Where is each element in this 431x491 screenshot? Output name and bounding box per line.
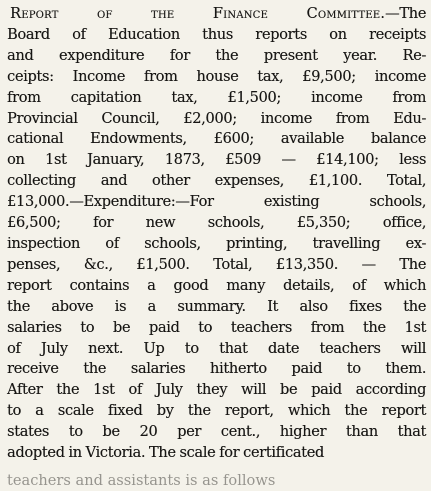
article-line: £13,000.—Expenditure:—For existing schools, <box>7 193 426 211</box>
article-line: ceipts: Income from house tax, £9,500; income <box>7 67 426 85</box>
article-line: penses, &c., £1,500. Total, £13,350. — The <box>7 255 426 273</box>
article-first-line <box>7 4 426 25</box>
article-body <box>7 4 426 464</box>
article-line: —The <box>385 5 426 22</box>
article-cut-line: teachers and assistants is as follows <box>7 472 276 489</box>
article-line: of July next. Up to that date teachers will <box>7 339 426 357</box>
article-line: from capitation tax, £1,500; income from <box>7 88 426 106</box>
article-line: report contains a good many details, of which <box>7 276 426 294</box>
article-line: After the 1st of July they will be paid according <box>7 381 426 399</box>
article-line: salaries to be paid to teachers from the 1st <box>7 318 426 336</box>
article-line: inspection of schools, printing, travelling ex- <box>7 234 426 252</box>
article-line: receive the salaries hitherto paid to them. <box>7 360 426 378</box>
article-line: on 1st January, 1873, £509 — £14,100; less <box>7 151 426 169</box>
article-line: states to be 20 per cent., higher than that <box>7 423 426 441</box>
article-heading: Report of the Finance Committee. <box>10 5 386 22</box>
article-line: Provincial Council, £2,000; income from Edu- <box>7 109 426 127</box>
article-line: the above is a summary. It also fixes the <box>7 297 426 315</box>
article-line: to a scale fixed by the report, which the report <box>7 402 426 420</box>
article-line: and expenditure for the present year. Re- <box>7 46 426 64</box>
article-line: £6,500; for new schools, £5,350; office, <box>7 214 426 232</box>
article-line: Board of Education thus reports on receipts <box>7 25 426 43</box>
article-line: collecting and other expenses, £1,100. Total, <box>7 172 426 190</box>
article-line: adopted in Victoria. The scale for certificated <box>7 444 324 462</box>
article-line: cational Endowments, £600; available balance <box>7 130 426 148</box>
